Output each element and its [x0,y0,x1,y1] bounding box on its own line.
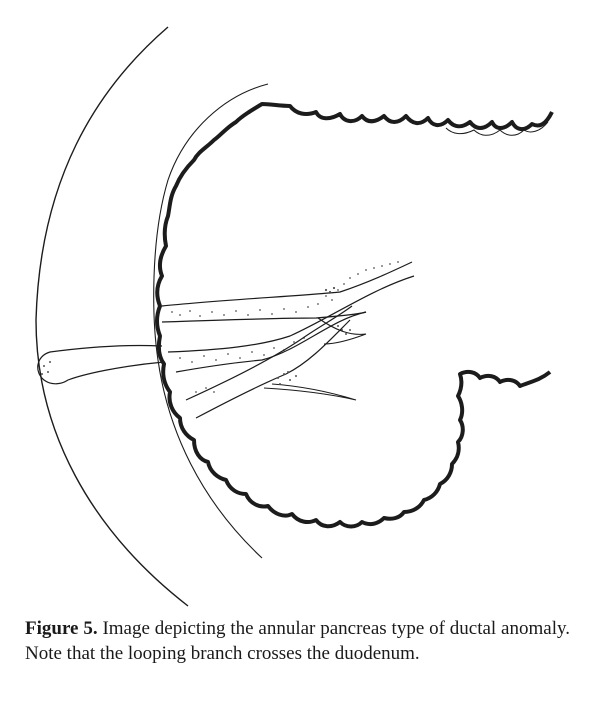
figure-caption-text: Image depicting the annular pancreas type of ductal anomaly. Note that the looping branch crosses the duodenum. [25,618,571,664]
figure-label: Figure 5. [25,618,98,639]
branch-duct-lower-tip [264,384,356,400]
duct-stippling-upper [171,261,399,335]
duodenum-outer-wall [36,27,188,606]
duodenum-inner-wall [154,84,268,558]
loop-stippling [41,361,51,375]
crossing-duct-lower-edge [196,320,350,418]
looping-branch-duct [38,345,164,383]
branch-duct-upper-tip [318,318,366,344]
figure-caption [25,616,570,666]
accessory-duct-upper-edge [168,276,414,352]
